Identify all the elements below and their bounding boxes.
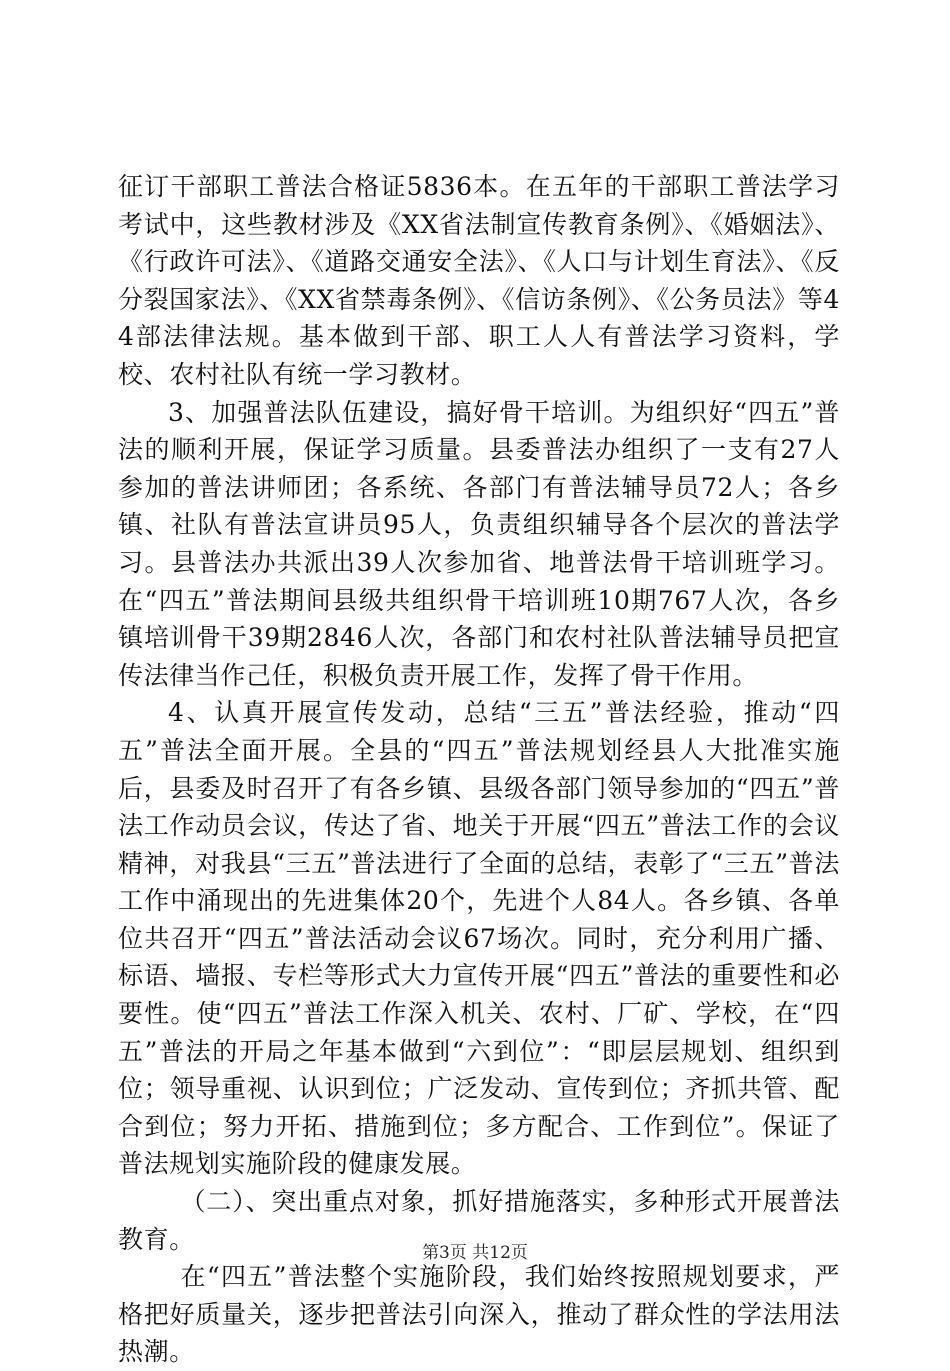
paragraph-publicity: 4、认真开展宣传发动，总结“三五”普法经验，推动“四五”普法全面开展。全县的“四五”普法规划经县人大批准实施后，县委及时召开了有各乡镇、县级各部门领导参加的“四五”普法工作动员会议，传达了省、地关于开展“四五”普法工作的会议精神，对我县“三五”普法进行了全面的总结，表彰了“三五”普法工作中涌现出的先进集体20个，先进个人84人。各乡镇、各单位共召开“四五”普法活动会议67场次。同时，充分利用广播、标语、墙报、专栏等形式大力宣传开展“四五”普法的重要性和必要性。使“四五”普法工作深入机关、农村、厂矿、学校，在“四五”普法的开局之年基本做到“六到位”：“即层层规划、组织到位；领导重视、认识到位；广泛发动、宣传到位；齐抓共管、配合到位；努力开拓、措施到位；多方配合、工作到位”。保证了普法规划实施阶段的健康发展。	[118, 698, 840, 1179]
paragraph-training: 3、加强普法队伍建设，搞好骨干培训。为组织好“四五”普法的顺利开展，保证学习质量。县委普法办组织了一支有27人参加的普法讲师团；各系统、各部门有普法辅导员72人；各乡镇、社队有普法宣讲员95人，负责组织辅导各个层次的普法学习。县普法办共派出39人次参加省、地普法骨干培训班学习。在“四五”普法期间县级共组织骨干培训班10期767人次，各乡镇培训骨干39期2846人次，各部门和农村社队普法辅导员把宣传法律当作己任，积极负责开展工作，发挥了骨干作用。	[118, 397, 840, 690]
paragraph-materials: 征订干部职工普法合格证5836本。在五年的干部职工普法学习考试中，这些教材涉及《XX省法制宣传教育条例》、《婚姻法》、《行政许可法》、《道路交通安全法》、《人口与计划生育法》、《反分裂国家法》、《XX省禁毒条例》、《信访条例》、《公务员法》等44部法律法规。基本做到干部、职工人人有普法学习资料，学校、农村社队有统一学习教材。	[118, 172, 840, 389]
page-number-footer: 第3页 共12页	[422, 1243, 528, 1263]
section-heading-two: （二）、突出重点对象，抓好措施落实，多种形式开展普法教育。	[118, 1187, 840, 1254]
document-body	[118, 168, 840, 1371]
paragraph-implementation: 在“四五”普法整个实施阶段，我们始终按照规划要求，严格把好质量关，逐步把普法引向深入，推动了群众性的学法用法热潮。	[118, 1262, 840, 1367]
